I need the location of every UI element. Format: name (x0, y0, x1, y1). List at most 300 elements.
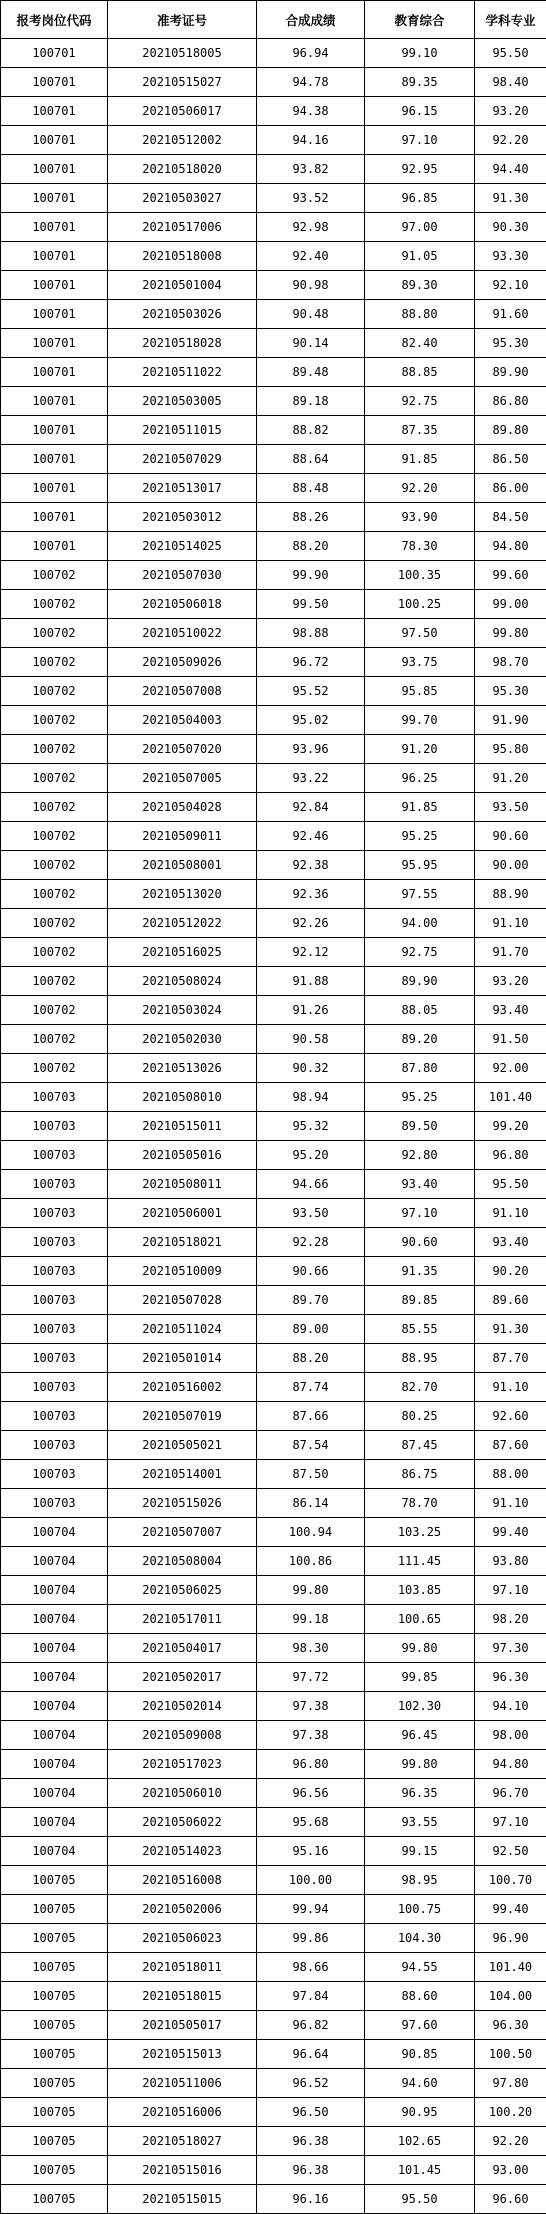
cell-position-code: 100701 (1, 97, 108, 126)
table-row (1, 358, 546, 387)
cell-education-score: 99.15 (365, 1837, 475, 1866)
cell-position-code: 100703 (1, 1170, 108, 1199)
cell-education-score: 80.25 (365, 1402, 475, 1431)
cell-exam-id: 20210503024 (108, 996, 257, 1025)
cell-composite-score: 86.14 (257, 1489, 365, 1518)
table-row (1, 1054, 546, 1083)
cell-subject-score: 98.00 (475, 1721, 546, 1750)
cell-composite-score: 99.86 (257, 1924, 365, 1953)
table-row (1, 1373, 546, 1402)
cell-subject-score: 89.60 (475, 1286, 546, 1315)
cell-subject-score: 88.90 (475, 880, 546, 909)
table-row (1, 706, 546, 735)
cell-composite-score: 89.00 (257, 1315, 365, 1344)
table-row (1, 503, 546, 532)
table-row (1, 1895, 546, 1924)
cell-education-score: 93.55 (365, 1808, 475, 1837)
cell-position-code: 100705 (1, 1982, 108, 2011)
table-row (1, 1489, 546, 1518)
cell-subject-score: 91.20 (475, 764, 546, 793)
cell-education-score: 91.20 (365, 735, 475, 764)
cell-composite-score: 95.68 (257, 1808, 365, 1837)
table-row (1, 1460, 546, 1489)
cell-exam-id: 20210505017 (108, 2011, 257, 2040)
cell-position-code: 100703 (1, 1402, 108, 1431)
table-row (1, 648, 546, 677)
cell-subject-score: 93.20 (475, 967, 546, 996)
cell-subject-score: 90.00 (475, 851, 546, 880)
cell-subject-score: 89.90 (475, 358, 546, 387)
cell-education-score: 95.25 (365, 822, 475, 851)
table-row (1, 1257, 546, 1286)
cell-composite-score: 96.16 (257, 2185, 365, 2214)
cell-position-code: 100704 (1, 1721, 108, 1750)
table-row (1, 1025, 546, 1054)
table-row (1, 1924, 546, 1953)
table-row (1, 938, 546, 967)
cell-subject-score: 95.30 (475, 677, 546, 706)
table-row (1, 1982, 546, 2011)
cell-composite-score: 99.50 (257, 590, 365, 619)
table-row (1, 880, 546, 909)
cell-exam-id: 20210511022 (108, 358, 257, 387)
cell-subject-score: 91.10 (475, 1199, 546, 1228)
cell-education-score: 94.55 (365, 1953, 475, 1982)
cell-position-code: 100702 (1, 880, 108, 909)
cell-subject-score: 94.80 (475, 532, 546, 561)
cell-subject-score: 91.30 (475, 184, 546, 213)
cell-position-code: 100704 (1, 1576, 108, 1605)
table-row (1, 213, 546, 242)
cell-subject-score: 89.80 (475, 416, 546, 445)
table-row (1, 329, 546, 358)
header-position-code: 报考岗位代码 (1, 1, 108, 39)
cell-education-score: 86.75 (365, 1460, 475, 1489)
table-row (1, 561, 546, 590)
cell-composite-score: 96.64 (257, 2040, 365, 2069)
cell-subject-score: 87.60 (475, 1431, 546, 1460)
table-row (1, 996, 546, 1025)
cell-exam-id: 20210511015 (108, 416, 257, 445)
cell-composite-score: 92.98 (257, 213, 365, 242)
cell-exam-id: 20210507020 (108, 735, 257, 764)
cell-position-code: 100702 (1, 648, 108, 677)
cell-composite-score: 92.46 (257, 822, 365, 851)
table-row (1, 1315, 546, 1344)
cell-subject-score: 92.60 (475, 1402, 546, 1431)
cell-education-score: 88.85 (365, 358, 475, 387)
cell-education-score: 92.75 (365, 938, 475, 967)
cell-composite-score: 98.66 (257, 1953, 365, 1982)
cell-education-score: 111.45 (365, 1547, 475, 1576)
cell-subject-score: 99.80 (475, 619, 546, 648)
cell-exam-id: 20210515011 (108, 1112, 257, 1141)
cell-exam-id: 20210502030 (108, 1025, 257, 1054)
cell-exam-id: 20210517023 (108, 1750, 257, 1779)
table-row (1, 1576, 546, 1605)
cell-composite-score: 100.00 (257, 1866, 365, 1895)
table-row (1, 793, 546, 822)
table-row (1, 300, 546, 329)
header-subject-score: 学科专业 (475, 1, 546, 39)
cell-education-score: 96.15 (365, 97, 475, 126)
cell-exam-id: 20210505021 (108, 1431, 257, 1460)
table-row (1, 2185, 546, 2214)
cell-education-score: 96.35 (365, 1779, 475, 1808)
cell-education-score: 97.60 (365, 2011, 475, 2040)
cell-exam-id: 20210504003 (108, 706, 257, 735)
cell-position-code: 100702 (1, 793, 108, 822)
cell-position-code: 100701 (1, 271, 108, 300)
cell-exam-id: 20210502014 (108, 1692, 257, 1721)
cell-composite-score: 96.94 (257, 39, 365, 68)
cell-education-score: 103.85 (365, 1576, 475, 1605)
cell-position-code: 100704 (1, 1547, 108, 1576)
cell-education-score: 78.30 (365, 532, 475, 561)
cell-composite-score: 92.26 (257, 909, 365, 938)
cell-position-code: 100705 (1, 1895, 108, 1924)
cell-subject-score: 96.80 (475, 1141, 546, 1170)
cell-exam-id: 20210504017 (108, 1634, 257, 1663)
cell-education-score: 89.85 (365, 1286, 475, 1315)
cell-composite-score: 98.88 (257, 619, 365, 648)
cell-subject-score: 98.70 (475, 648, 546, 677)
cell-education-score: 88.60 (365, 1982, 475, 2011)
cell-exam-id: 20210508024 (108, 967, 257, 996)
cell-exam-id: 20210509026 (108, 648, 257, 677)
cell-education-score: 93.90 (365, 503, 475, 532)
cell-education-score: 97.10 (365, 126, 475, 155)
cell-education-score: 91.05 (365, 242, 475, 271)
cell-exam-id: 20210516025 (108, 938, 257, 967)
cell-education-score: 91.35 (365, 1257, 475, 1286)
cell-composite-score: 97.84 (257, 1982, 365, 2011)
cell-education-score: 92.20 (365, 474, 475, 503)
table-row (1, 909, 546, 938)
cell-education-score: 99.80 (365, 1634, 475, 1663)
cell-education-score: 95.85 (365, 677, 475, 706)
cell-exam-id: 20210517011 (108, 1605, 257, 1634)
cell-exam-id: 20210505016 (108, 1141, 257, 1170)
table-row (1, 1547, 546, 1576)
cell-position-code: 100704 (1, 1779, 108, 1808)
table-row (1, 619, 546, 648)
cell-education-score: 99.80 (365, 1750, 475, 1779)
table-row (1, 1286, 546, 1315)
cell-position-code: 100701 (1, 445, 108, 474)
cell-education-score: 94.60 (365, 2069, 475, 2098)
cell-position-code: 100701 (1, 155, 108, 184)
cell-subject-score: 88.00 (475, 1460, 546, 1489)
cell-exam-id: 20210511006 (108, 2069, 257, 2098)
cell-composite-score: 99.18 (257, 1605, 365, 1634)
cell-composite-score: 94.78 (257, 68, 365, 97)
cell-education-score: 88.80 (365, 300, 475, 329)
table-row (1, 387, 546, 416)
cell-education-score: 97.10 (365, 1199, 475, 1228)
cell-composite-score: 95.32 (257, 1112, 365, 1141)
cell-position-code: 100704 (1, 1692, 108, 1721)
cell-education-score: 97.00 (365, 213, 475, 242)
table-row (1, 39, 546, 68)
cell-education-score: 93.40 (365, 1170, 475, 1199)
cell-subject-score: 96.60 (475, 2185, 546, 2214)
cell-composite-score: 96.50 (257, 2098, 365, 2127)
cell-position-code: 100703 (1, 1257, 108, 1286)
table-row (1, 184, 546, 213)
table-row (1, 126, 546, 155)
cell-position-code: 100705 (1, 2156, 108, 2185)
cell-subject-score: 97.10 (475, 1576, 546, 1605)
table-row (1, 764, 546, 793)
cell-subject-score: 86.50 (475, 445, 546, 474)
table-row (1, 1721, 546, 1750)
table-row (1, 2011, 546, 2040)
cell-subject-score: 87.70 (475, 1344, 546, 1373)
cell-position-code: 100702 (1, 619, 108, 648)
cell-position-code: 100703 (1, 1489, 108, 1518)
cell-subject-score: 86.00 (475, 474, 546, 503)
cell-position-code: 100702 (1, 590, 108, 619)
cell-subject-score: 101.40 (475, 1083, 546, 1112)
cell-subject-score: 95.50 (475, 39, 546, 68)
cell-subject-score: 91.10 (475, 1373, 546, 1402)
cell-position-code: 100702 (1, 996, 108, 1025)
cell-education-score: 96.25 (365, 764, 475, 793)
cell-position-code: 100705 (1, 2127, 108, 2156)
cell-exam-id: 20210507028 (108, 1286, 257, 1315)
cell-exam-id: 20210507005 (108, 764, 257, 793)
cell-composite-score: 90.32 (257, 1054, 365, 1083)
cell-subject-score: 93.40 (475, 996, 546, 1025)
cell-position-code: 100705 (1, 2011, 108, 2040)
table-row (1, 1431, 546, 1460)
table-row (1, 271, 546, 300)
cell-education-score: 85.55 (365, 1315, 475, 1344)
cell-composite-score: 98.94 (257, 1083, 365, 1112)
cell-position-code: 100703 (1, 1344, 108, 1373)
header-education-score: 教育综合 (365, 1, 475, 39)
cell-exam-id: 20210518005 (108, 39, 257, 68)
cell-exam-id: 20210513026 (108, 1054, 257, 1083)
cell-education-score: 89.35 (365, 68, 475, 97)
cell-exam-id: 20210508001 (108, 851, 257, 880)
cell-position-code: 100705 (1, 1866, 108, 1895)
cell-subject-score: 92.00 (475, 1054, 546, 1083)
cell-education-score: 97.55 (365, 880, 475, 909)
cell-composite-score: 99.80 (257, 1576, 365, 1605)
table-row (1, 242, 546, 271)
cell-exam-id: 20210506025 (108, 1576, 257, 1605)
cell-exam-id: 20210511024 (108, 1315, 257, 1344)
cell-position-code: 100701 (1, 213, 108, 242)
cell-position-code: 100702 (1, 822, 108, 851)
cell-composite-score: 96.56 (257, 1779, 365, 1808)
cell-composite-score: 99.90 (257, 561, 365, 590)
cell-position-code: 100701 (1, 416, 108, 445)
cell-exam-id: 20210518011 (108, 1953, 257, 1982)
cell-exam-id: 20210513020 (108, 880, 257, 909)
table-row (1, 677, 546, 706)
cell-composite-score: 98.30 (257, 1634, 365, 1663)
cell-position-code: 100701 (1, 532, 108, 561)
table-row (1, 1344, 546, 1373)
cell-composite-score: 93.22 (257, 764, 365, 793)
cell-position-code: 100703 (1, 1112, 108, 1141)
cell-exam-id: 20210517006 (108, 213, 257, 242)
cell-education-score: 92.95 (365, 155, 475, 184)
cell-position-code: 100704 (1, 1663, 108, 1692)
cell-subject-score: 91.30 (475, 1315, 546, 1344)
cell-subject-score: 90.20 (475, 1257, 546, 1286)
table-row (1, 97, 546, 126)
cell-subject-score: 91.90 (475, 706, 546, 735)
cell-subject-score: 99.00 (475, 590, 546, 619)
cell-exam-id: 20210501014 (108, 1344, 257, 1373)
cell-subject-score: 95.30 (475, 329, 546, 358)
cell-exam-id: 20210502017 (108, 1663, 257, 1692)
cell-composite-score: 97.38 (257, 1692, 365, 1721)
cell-composite-score: 96.82 (257, 2011, 365, 2040)
cell-subject-score: 93.30 (475, 242, 546, 271)
cell-exam-id: 20210503012 (108, 503, 257, 532)
cell-composite-score: 95.20 (257, 1141, 365, 1170)
cell-composite-score: 90.66 (257, 1257, 365, 1286)
cell-composite-score: 93.50 (257, 1199, 365, 1228)
cell-education-score: 100.35 (365, 561, 475, 590)
cell-position-code: 100701 (1, 68, 108, 97)
cell-subject-score: 99.20 (475, 1112, 546, 1141)
table-row (1, 1663, 546, 1692)
cell-position-code: 100703 (1, 1460, 108, 1489)
cell-exam-id: 20210503026 (108, 300, 257, 329)
cell-composite-score: 91.88 (257, 967, 365, 996)
table-row (1, 1402, 546, 1431)
cell-education-score: 90.60 (365, 1228, 475, 1257)
cell-composite-score: 87.50 (257, 1460, 365, 1489)
cell-education-score: 104.30 (365, 1924, 475, 1953)
cell-subject-score: 96.30 (475, 2011, 546, 2040)
cell-education-score: 95.50 (365, 2185, 475, 2214)
cell-education-score: 87.80 (365, 1054, 475, 1083)
cell-education-score: 87.45 (365, 1431, 475, 1460)
table-row (1, 2069, 546, 2098)
cell-position-code: 100704 (1, 1750, 108, 1779)
table-row (1, 445, 546, 474)
table-row (1, 1605, 546, 1634)
cell-composite-score: 89.18 (257, 387, 365, 416)
cell-education-score: 91.85 (365, 445, 475, 474)
cell-exam-id: 20210507029 (108, 445, 257, 474)
table-row (1, 416, 546, 445)
cell-education-score: 100.25 (365, 590, 475, 619)
cell-composite-score: 95.16 (257, 1837, 365, 1866)
cell-position-code: 100704 (1, 1634, 108, 1663)
cell-subject-score: 93.50 (475, 793, 546, 822)
cell-subject-score: 91.10 (475, 909, 546, 938)
cell-composite-score: 96.72 (257, 648, 365, 677)
table-row (1, 68, 546, 97)
table-row (1, 1170, 546, 1199)
cell-subject-score: 92.20 (475, 2127, 546, 2156)
cell-subject-score: 95.50 (475, 1170, 546, 1199)
cell-position-code: 100705 (1, 2185, 108, 2214)
cell-subject-score: 97.80 (475, 2069, 546, 2098)
cell-position-code: 100702 (1, 677, 108, 706)
table-row (1, 735, 546, 764)
cell-position-code: 100703 (1, 1373, 108, 1402)
cell-education-score: 101.45 (365, 2156, 475, 2185)
cell-composite-score: 94.38 (257, 97, 365, 126)
cell-education-score: 100.75 (365, 1895, 475, 1924)
cell-subject-score: 92.10 (475, 271, 546, 300)
table-row (1, 1141, 546, 1170)
cell-position-code: 100701 (1, 126, 108, 155)
cell-position-code: 100704 (1, 1837, 108, 1866)
table-row (1, 2098, 546, 2127)
cell-exam-id: 20210515013 (108, 2040, 257, 2069)
cell-subject-score: 97.30 (475, 1634, 546, 1663)
cell-position-code: 100704 (1, 1808, 108, 1837)
cell-exam-id: 20210518028 (108, 329, 257, 358)
cell-composite-score: 94.66 (257, 1170, 365, 1199)
table-row (1, 2127, 546, 2156)
cell-subject-score: 97.10 (475, 1808, 546, 1837)
cell-composite-score: 90.14 (257, 329, 365, 358)
table-row (1, 1779, 546, 1808)
cell-position-code: 100702 (1, 967, 108, 996)
cell-position-code: 100703 (1, 1286, 108, 1315)
cell-exam-id: 20210506001 (108, 1199, 257, 1228)
cell-position-code: 100702 (1, 909, 108, 938)
cell-subject-score: 99.60 (475, 561, 546, 590)
cell-education-score: 103.25 (365, 1518, 475, 1547)
table-row (1, 590, 546, 619)
cell-exam-id: 20210509011 (108, 822, 257, 851)
cell-education-score: 96.45 (365, 1721, 475, 1750)
cell-subject-score: 96.30 (475, 1663, 546, 1692)
cell-position-code: 100704 (1, 1605, 108, 1634)
cell-education-score: 87.35 (365, 416, 475, 445)
cell-position-code: 100702 (1, 851, 108, 880)
table-row (1, 2040, 546, 2069)
table-row (1, 967, 546, 996)
cell-position-code: 100704 (1, 1518, 108, 1547)
cell-exam-id: 20210515016 (108, 2156, 257, 2185)
cell-exam-id: 20210518008 (108, 242, 257, 271)
header-exam-id: 准考证号 (108, 1, 257, 39)
cell-exam-id: 20210509008 (108, 1721, 257, 1750)
table-row (1, 155, 546, 184)
cell-subject-score: 96.90 (475, 1924, 546, 1953)
cell-subject-score: 91.50 (475, 1025, 546, 1054)
cell-position-code: 100705 (1, 2098, 108, 2127)
cell-position-code: 100705 (1, 2040, 108, 2069)
cell-composite-score: 93.82 (257, 155, 365, 184)
cell-subject-score: 100.50 (475, 2040, 546, 2069)
cell-composite-score: 92.12 (257, 938, 365, 967)
cell-exam-id: 20210518027 (108, 2127, 257, 2156)
cell-position-code: 100705 (1, 1924, 108, 1953)
cell-exam-id: 20210506022 (108, 1808, 257, 1837)
cell-composite-score: 90.48 (257, 300, 365, 329)
cell-exam-id: 20210506023 (108, 1924, 257, 1953)
table-row (1, 1692, 546, 1721)
cell-exam-id: 20210503027 (108, 184, 257, 213)
table-row (1, 851, 546, 880)
table-row (1, 1866, 546, 1895)
cell-subject-score: 94.10 (475, 1692, 546, 1721)
